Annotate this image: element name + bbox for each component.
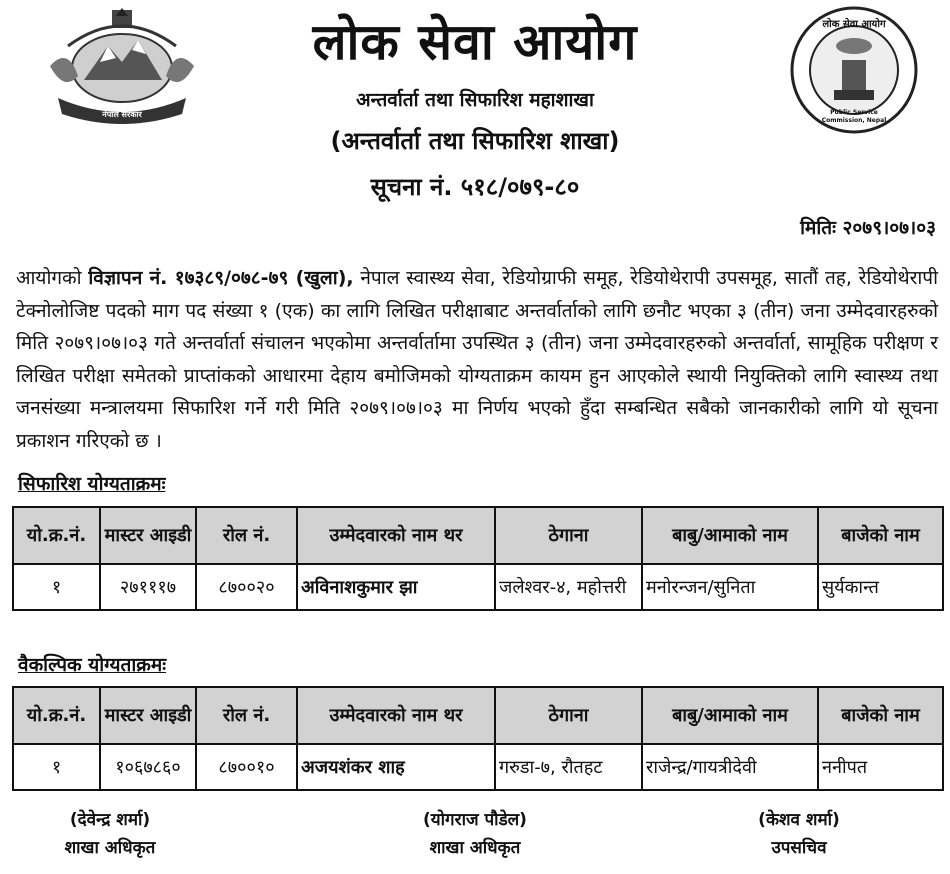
cell-serial: १ [13, 564, 100, 610]
cell-parents: मनोरन्जन/सुनिता [642, 564, 818, 610]
signatory-name: (केशव शर्मा) [758, 810, 840, 830]
alternate-table [12, 686, 944, 791]
col-name: उम्मेदवारको नाम थर [297, 507, 495, 564]
signatory-name: (देवेन्द्र शर्मा) [69, 810, 151, 830]
body-text: नेपाल स्वास्थ्य सेवा, रेडियोग्राफी समूह, रेडियोथेरापी उपसमूह, सातौं तह, रेडियोथेरापी टेक्नोलोजिष्ट पदको माग पद संख्या १ (एक) का लागि लिखित परीक्षाबाट अन्तर्वार्ताको लागि छनौट भएका ३ (तीन) जना उम्मेदवारहरुको मिति २०७९।०७।०३ गते अन्तर्वार्ता संचालन भएकोमा अन्तर्वार्तामा उपस्थित ३ (तीन) जना उम्मेदवारहरुको अन्तर्वार्ता, सामूहिक परीक्षण र लिखित परीक्षा समेतको प्राप्तांकको आधारमा देहाय बमोजिमको योग्यताक्रम कायम हुन आएकोले स्थायी नियुक्तिको लागि स्वास्थ्य तथा जनसंख्या मन्त्रालयमा सिफारिश गर्ने गरी मिति २०७९।०७।०३ मा निर्णय भएको हुँदा सम्बन्धित सबैको जानकारीको लागि यो सूचना प्रकाशन गरिएको छ । [16, 267, 939, 452]
page-title: लोक सेवा आयोग [312, 13, 638, 71]
notice-date: मितिः २०७९।०७।०३ [800, 217, 936, 239]
table-header-row [13, 687, 943, 744]
recommended-section-title: सिफारिश योग्यताक्रमः [18, 473, 166, 495]
cell-serial: १ [13, 744, 100, 790]
cell-address: जलेश्वर-४, महोत्तरी [495, 564, 642, 610]
left-emblem-text: नेपाल सरकार [102, 110, 142, 119]
col-master-id: मास्टर आइडी [100, 687, 196, 744]
col-parents: बाबु/आमाको नाम [642, 507, 818, 564]
col-roll: रोल नं. [196, 507, 297, 564]
table-header-row [13, 507, 943, 564]
cell-master-id: २७१११७ [100, 564, 196, 610]
nepal-emblem-icon [38, 6, 206, 128]
cell-roll: ८७००२० [196, 564, 297, 610]
notice-body [16, 262, 938, 457]
psc-seal-icon [786, 6, 922, 134]
table-row [13, 564, 943, 610]
signature-block-3 [689, 806, 909, 862]
signatory-title: उपसचिव [771, 838, 827, 858]
col-name: उम्मेदवारको नाम थर [297, 687, 495, 744]
cell-roll: ८७००१० [196, 744, 297, 790]
cell-address: गरुडा-७, रौतहट [495, 744, 642, 790]
col-address: ठेगाना [495, 687, 642, 744]
col-parents: बाबु/आमाको नाम [642, 687, 818, 744]
cell-grandfather: सुर्यकान्त [818, 564, 943, 610]
body-intro: आयोगको [16, 267, 89, 289]
col-serial: यो.क्र.नं. [13, 687, 100, 744]
signatory-title: शाखा अधिकृत [429, 838, 521, 858]
section-name: (अन्तर्वार्ता तथा सिफारिश शाखा) [330, 127, 620, 155]
col-roll: रोल नं. [196, 687, 297, 744]
right-emblem-text: लोक सेवा आयोग [822, 19, 886, 30]
col-master-id: मास्टर आइडी [100, 507, 196, 564]
table-row [13, 744, 943, 790]
cell-master-id: १०६७८६० [100, 744, 196, 790]
advert-number: विज्ञापन नं. १७३८९/०७८-७९ (खुला), [88, 267, 354, 289]
cell-name: अविनाशकुमार झा [297, 564, 495, 610]
signature-block-1 [0, 806, 220, 862]
col-grandfather: बाजेको नाम [818, 507, 943, 564]
signatory-title: शाखा अधिकृत [64, 838, 156, 858]
cell-parents: राजेन्द्र/गायत्रीदेवी [642, 744, 818, 790]
division-name: अन्तर्वार्ता तथा सिफारिश महाशाखा [356, 89, 594, 111]
notice-number: सूचना नं. ५१८/०७९-८० [370, 173, 580, 201]
col-address: ठेगाना [495, 507, 642, 564]
cell-name: अजयशंकर शाह [297, 744, 495, 790]
cell-grandfather: ननीपत [818, 744, 943, 790]
col-serial: यो.क्र.नं. [13, 507, 100, 564]
recommended-table [12, 506, 944, 611]
right-emblem-ring-text: Public Service Commission, Nepal [821, 109, 887, 124]
col-grandfather: बाजेको नाम [818, 687, 943, 744]
signature-block-2 [365, 806, 585, 862]
signatory-name: (योगराज पौडेल) [423, 810, 527, 830]
alternate-section-title: वैकल्पिक योग्यताक्रमः [18, 654, 167, 676]
